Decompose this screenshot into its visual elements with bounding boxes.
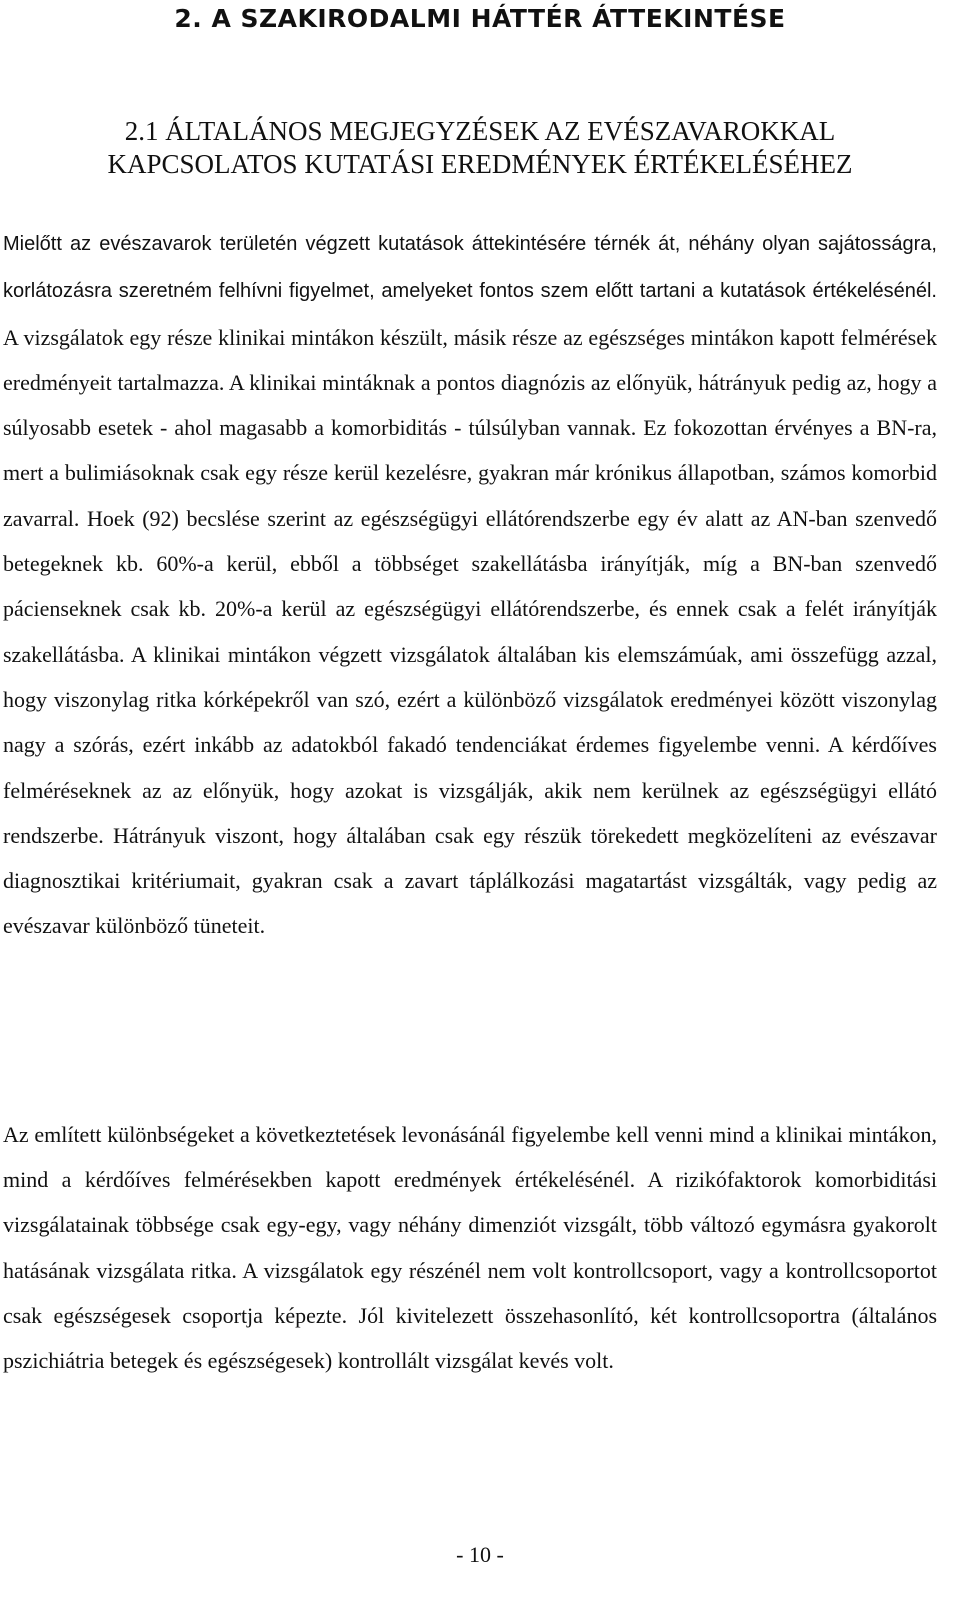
paragraph-1 [3,220,937,949]
chapter-title: 2. A SZAKIRODALMI HÁTTÉR ÁTTEKINTÉSE [174,4,786,33]
section-title-line-2: KAPCSOLATOS KUTATÁSI EREDMÉNYEK ÉRTÉKELÉSÉHEZ [107,149,853,179]
paragraph-2: Az említett különbségeket a következtetések levonásánál figyelembe kell venni mind a klinikai mintákon, mind a kérdőíves felmérésekben kapott eredmények értékelésénél. A rizikófaktorok komorbiditási vizsgálatainak többsége csak egy-egy, vagy néhány dimenziót vizsgált, több változó egymásra gyakorolt hatásának vizsgálata ritka. A vizsgálatok egy részénél nem volt kontrollcsoport, vagy a kontrollcsoportot csak egészségesek csoportja képezte. Jól kivitelezett összehasonlító, két kontrollcsoportra (általános pszichiátria betegek és egészségesek) kontrollált vizsgálat kevés volt. [3,1122,937,1374]
page-number: - 10 - [456,1542,504,1567]
paragraph-1-body: A vizsgálatok egy része klinikai mintákon készült, másik része az egészséges mintákon kapott felmérések eredményeit tartalmazza. A klinikai mintáknak a pontos diagnózis az előnyük, hátrányuk pedig az, hogy a súlyosabb esetek - ahol magasabb a komorbiditás - túlsúlyban vannak. Ez fokozottan érvényes a BN-ra, mert a bulimiásoknak csak egy része kerül kezelésre, gyakran már krónikus állapotban, számos komorbid zavarral. Hoek (92) becslése szerint az egészségügyi ellátórendszerbe egy év alatt az AN-ban szenvedő betegeknek kb. 60%-a kerül, ebből a többséget szakellátásba irányítják, míg a BN-ban szenvedő pácienseknek csak kb. 20%-a kerül az egészségügyi ellátórendszerbe, és ennek csak a felét irányítják szakellátásba. A klinikai mintákon végzett vizsgálatok általában kis elemszámúak, ami összefügg azzal, hogy viszonylag ritka kórképekről van szó, ezért a különböző vizsgálatok eredményei között viszonylag nagy a szórás, ezért inkább az adatokból fakadó tendenciákat érdemes figyelembe venni. A kérdőíves felméréseknek az az előnyük, hogy azokat is vizsgálják, akik nem kerülnek az egészségügyi ellátó rendszerbe. Hátrányuk viszont, hogy általában csak egy részük törekedett megközelíteni az evészavar diagnosztikai kritériumait, gyakran csak a zavart táplálkozási magatartást vizsgálták, vagy pedig az evészavar különböző tüneteit. [3,324,937,939]
section-title [0,115,960,181]
section-title-line-1: 2.1 ÁLTALÁNOS MEGJEGYZÉSEK AZ EVÉSZAVAROKKAL [124,116,836,146]
paragraph-1-lead: Mielőtt az evészavarok területén végzett kutatások áttekintésére térnék át, néhány olyan sajátosságra, korlátozásra szeretném felhívni figyelmet, amelyeket fontos szem előtt tartani a kutatások értékelésénél. [3,233,937,303]
